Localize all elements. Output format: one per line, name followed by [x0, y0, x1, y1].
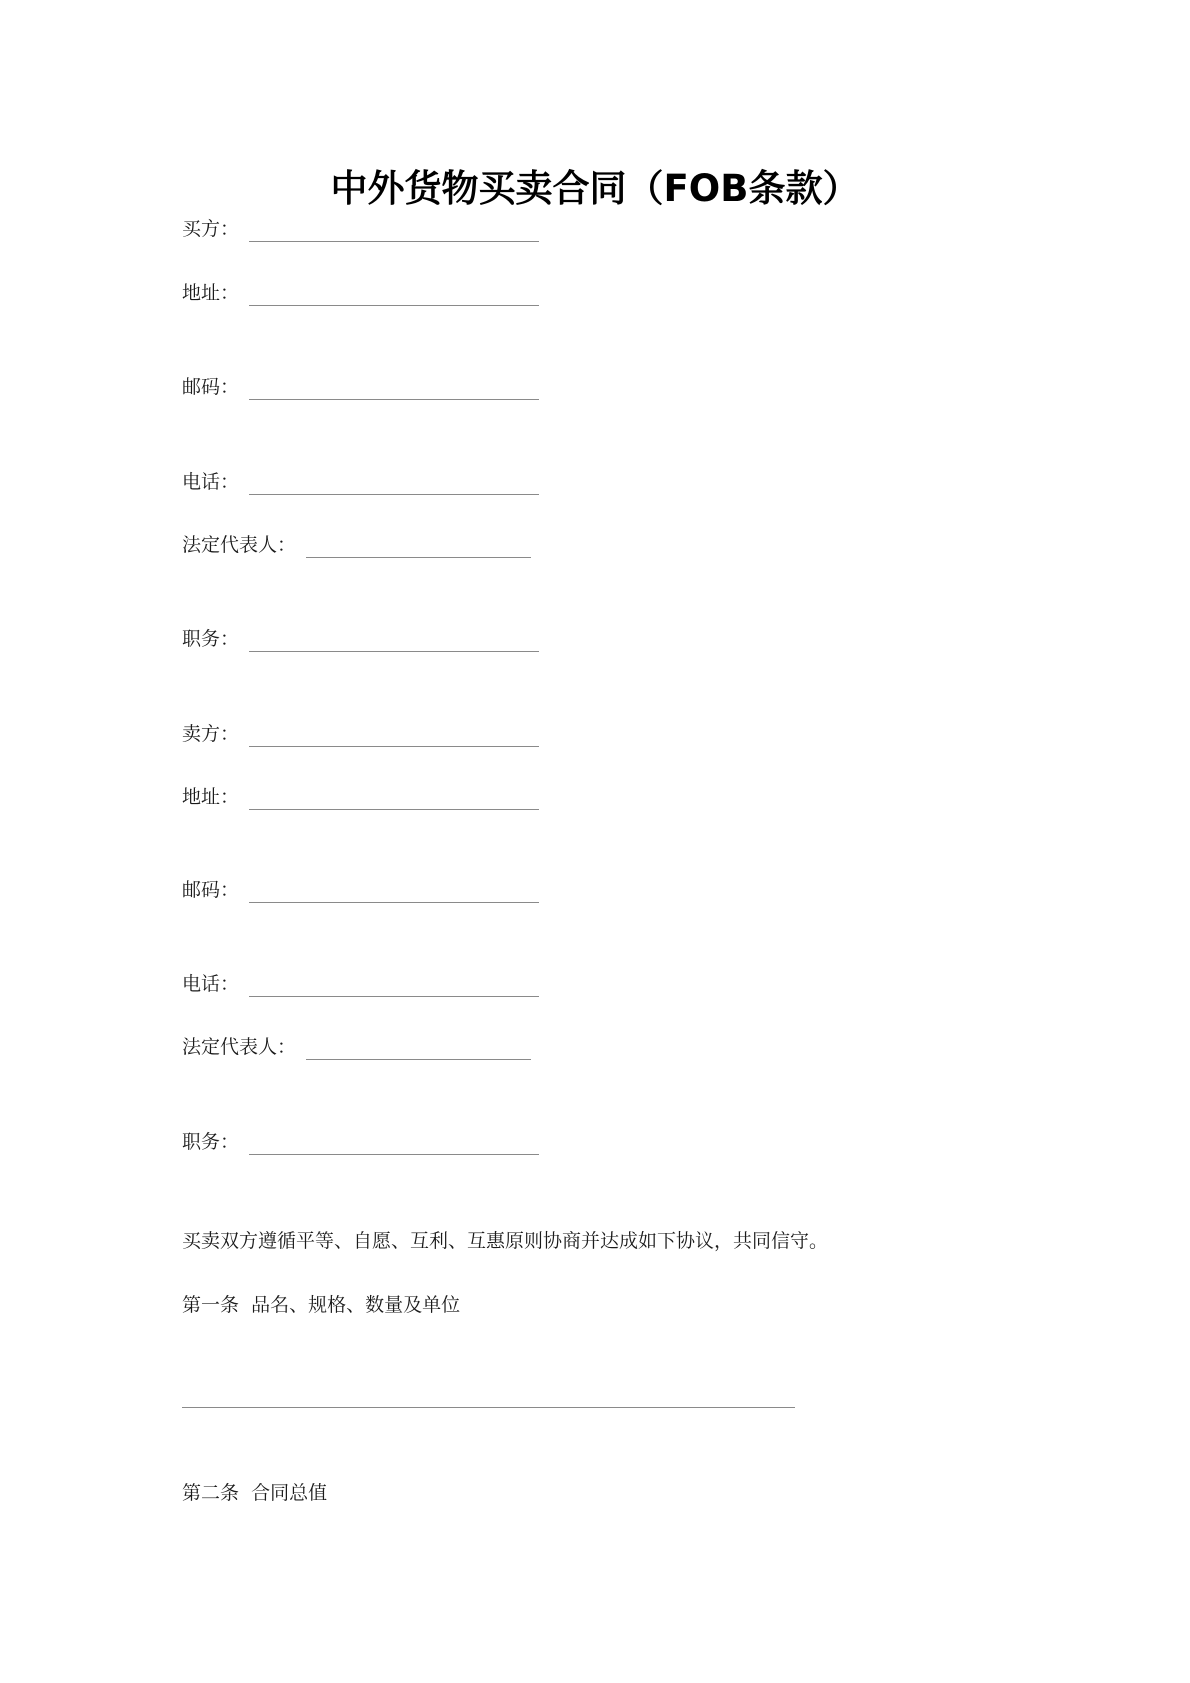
seller-phone-blank[interactable] [249, 976, 539, 997]
seller-legal-rep-row [182, 1032, 531, 1060]
article-2-heading: 第二条 合同总值 [182, 1482, 328, 1504]
field-label: 电话： [182, 973, 240, 995]
buyer-legal-rep-blank[interactable] [306, 537, 531, 558]
buyer-name-blank[interactable] [249, 221, 539, 242]
seller-position-blank[interactable] [249, 1134, 539, 1155]
field-label: 买方： [182, 218, 240, 240]
field-label: 邮码： [182, 376, 240, 398]
seller-name-blank[interactable] [249, 726, 539, 747]
field-label: 职务： [182, 628, 240, 650]
seller-phone-row [182, 969, 539, 997]
buyer-name-row [182, 214, 539, 242]
field-label: 邮码： [182, 879, 240, 901]
article-1-fill-line[interactable] [182, 1407, 795, 1408]
field-label: 地址： [182, 786, 240, 808]
article-1-heading: 第一条 品名、规格、数量及单位 [182, 1294, 461, 1316]
field-label: 法定代表人： [182, 1036, 297, 1058]
buyer-address-row [182, 278, 539, 306]
buyer-legal-rep-row [182, 530, 531, 558]
seller-address-row [182, 782, 539, 810]
buyer-phone-row [182, 467, 539, 495]
field-label: 卖方： [182, 723, 240, 745]
seller-legal-rep-blank[interactable] [306, 1039, 531, 1060]
field-label: 法定代表人： [182, 534, 297, 556]
seller-name-row [182, 719, 539, 747]
field-label: 职务： [182, 1131, 240, 1153]
buyer-position-row [182, 624, 539, 652]
field-label: 地址： [182, 282, 240, 304]
buyer-postcode-row [182, 372, 539, 400]
seller-address-blank[interactable] [249, 789, 539, 810]
document-title: 中外货物买卖合同（FOB条款） [330, 167, 860, 210]
buyer-address-blank[interactable] [249, 285, 539, 306]
buyer-position-blank[interactable] [249, 631, 539, 652]
seller-postcode-blank[interactable] [249, 882, 539, 903]
field-label: 电话： [182, 471, 240, 493]
preamble-paragraph: 买卖双方遵循平等、自愿、互利、互惠原则协商并达成如下协议，共同信守。 [182, 1230, 829, 1252]
buyer-postcode-blank[interactable] [249, 379, 539, 400]
buyer-phone-blank[interactable] [249, 474, 539, 495]
seller-postcode-row [182, 875, 539, 903]
seller-position-row [182, 1127, 539, 1155]
